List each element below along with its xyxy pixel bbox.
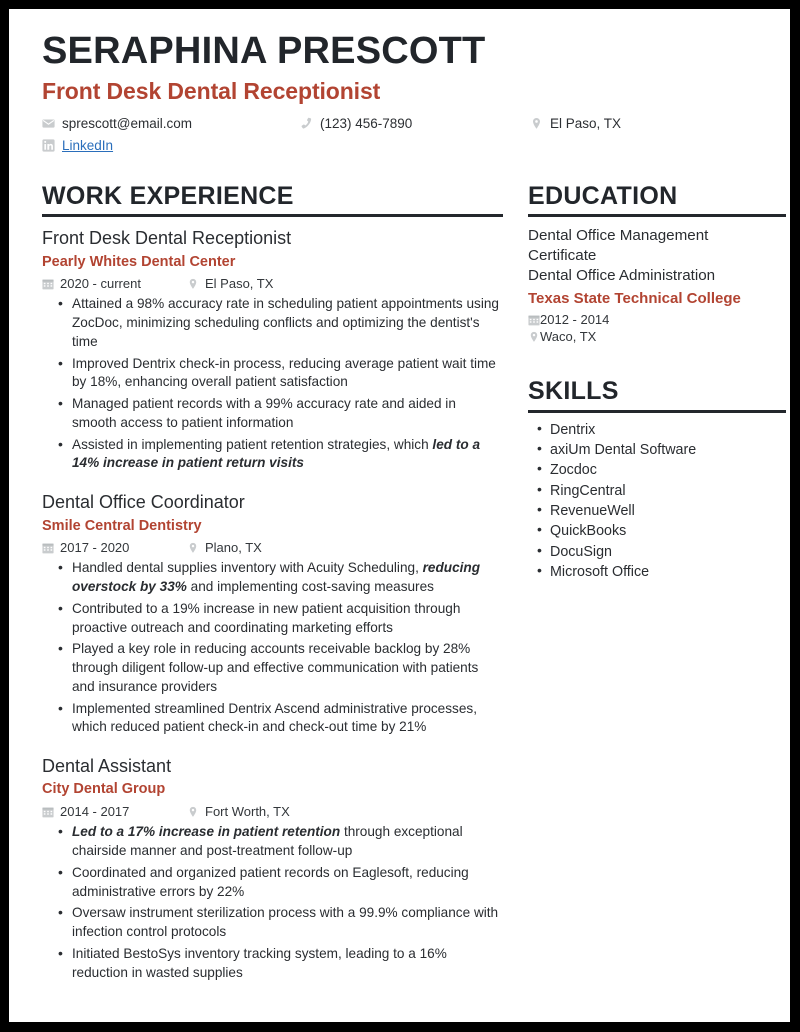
- contact-details: [42, 117, 766, 161]
- skill-item: • RingCentral: [550, 481, 786, 501]
- education-rule: [528, 214, 786, 217]
- contact-phone-text: (123) 456-7890: [320, 115, 413, 131]
- education-heading: EDUCATION: [528, 181, 678, 210]
- work-bullet: • Coordinated and organized patient records on Eaglesoft, reducing administrative errors by 22%: [72, 864, 503, 902]
- work-bullet: • Led to a 17% increase in patient retention through exceptional chairside manner and post-treatment follow-up: [72, 823, 503, 861]
- work-entry-dates-text: 2020 - current: [60, 276, 141, 292]
- work-entry-location-text: Plano, TX: [205, 540, 262, 556]
- work-bullet: • Handled dental supplies inventory with Acuity Scheduling, reducing overstock by 33% and implementing cost-saving measures: [72, 559, 503, 597]
- work-bullet: • Attained a 98% accuracy rate in scheduling patient appointments using ZocDoc, minimizing scheduling conflicts and optimizing the dentist's time: [72, 295, 503, 351]
- skills-rule: [528, 410, 786, 413]
- education-degree-line-2: Certificate: [528, 247, 597, 265]
- candidate-job-title: Front Desk Dental Receptionist: [42, 78, 381, 105]
- skill-item: • RevenueWell: [550, 501, 786, 521]
- work-bullet: • Managed patient records with a 99% accuracy rate and aided in smooth access to patient information: [72, 395, 503, 433]
- work-entry-dates: [42, 276, 187, 291]
- calendar-icon: [42, 542, 54, 554]
- education-dates-text: 2012 - 2014: [540, 312, 610, 328]
- skill-item: • QuickBooks: [550, 521, 786, 541]
- work-bullet: • Initiated BestoSys inventory tracking system, leading to a 16% reduction in wasted supplies: [72, 945, 503, 983]
- education-program: Dental Office Administration: [528, 266, 716, 284]
- work-entry-list: [42, 227, 503, 982]
- education-degree-line-1: Dental Office Management: [528, 227, 709, 245]
- location-pin-icon: [187, 806, 199, 818]
- location-pin-icon: [187, 278, 199, 290]
- education-entry: [528, 226, 786, 344]
- work-entry-location: [187, 804, 290, 819]
- work-entry-organization: City Dental Group: [42, 781, 166, 798]
- linkedin-icon: [42, 139, 55, 152]
- work-entry-dates: [42, 804, 187, 819]
- education-dates: [528, 312, 786, 327]
- location-pin-icon: [530, 117, 543, 130]
- resume-body: [33, 183, 766, 983]
- work-entry-title: Dental Assistant: [42, 756, 172, 777]
- work-bullet: • Improved Dentrix check-in process, reducing average patient wait time by 18%, enhancing overall patient satisfaction: [72, 355, 503, 393]
- skill-item: • Dentrix: [550, 420, 786, 440]
- location-pin-icon: [187, 542, 199, 554]
- work-entry-location: [187, 276, 273, 291]
- work-bullet-list: [42, 295, 503, 473]
- work-entry-organization: Pearly Whites Dental Center: [42, 253, 236, 270]
- skills-heading: SKILLS: [528, 377, 619, 406]
- work-entry-meta: [42, 804, 503, 819]
- section-skills: [528, 378, 786, 582]
- work-entry-dates: [42, 540, 187, 555]
- skill-item: • Zocdoc: [550, 460, 786, 480]
- education-meta: [528, 312, 786, 344]
- work-entry-meta: [42, 540, 503, 555]
- envelope-icon: [42, 117, 55, 130]
- contact-linkedin[interactable]: [42, 139, 300, 153]
- work-experience-heading: WORK EXPERIENCE: [42, 181, 294, 210]
- education-school: Texas State Technical College: [528, 289, 741, 307]
- work-bullet-list: [42, 823, 503, 982]
- contact-email-text: sprescott@email.com: [62, 115, 192, 131]
- skills-list: [528, 420, 786, 582]
- calendar-icon: [528, 314, 540, 326]
- resume-page: [9, 9, 790, 1022]
- work-bullet: • Implemented streamlined Dentrix Ascend administrative processes, which reduced patient check-in and check-out time by 21%: [72, 700, 503, 738]
- right-column: [528, 183, 786, 983]
- contact-location: [530, 117, 730, 131]
- work-entry-location: [187, 540, 262, 555]
- education-entry-list: [528, 226, 786, 344]
- work-entry-dates-text: 2017 - 2020: [60, 540, 130, 556]
- calendar-icon: [42, 278, 54, 290]
- work-bullet: • Played a key role in reducing accounts receivable backlog by 28% through diligent follow-up and effective communication with patients and insurance providers: [72, 640, 503, 696]
- contact-row-primary: [42, 117, 766, 139]
- education-location-text: Waco, TX: [540, 329, 597, 345]
- work-entry: [42, 227, 503, 473]
- contact-phone[interactable]: [300, 117, 530, 131]
- skill-item: • axiUm Dental Software: [550, 440, 786, 460]
- location-pin-icon: [528, 331, 540, 343]
- left-column: [42, 183, 503, 983]
- phone-icon: [300, 117, 313, 130]
- work-entry: [42, 491, 503, 737]
- contact-row-secondary: [42, 139, 766, 161]
- education-location: [528, 329, 786, 344]
- resume-header: [33, 31, 766, 161]
- work-entry-meta: [42, 276, 503, 291]
- work-entry-location-text: El Paso, TX: [205, 276, 274, 292]
- work-entry-location-text: Fort Worth, TX: [205, 804, 290, 820]
- calendar-icon: [42, 806, 54, 818]
- work-bullet: • Oversaw instrument sterilization process with a 99.9% compliance with infection control protocols: [72, 904, 503, 942]
- work-entry: [42, 755, 503, 982]
- work-bullet-list: [42, 559, 503, 737]
- contact-linkedin-text[interactable]: LinkedIn: [62, 137, 114, 153]
- work-bullet: • Contributed to a 19% increase in new patient acquisition through proactive outreach and coordinating marketing efforts: [72, 600, 503, 638]
- work-entry-dates-text: 2014 - 2017: [60, 804, 130, 820]
- work-entry-title: Front Desk Dental Receptionist: [42, 228, 292, 249]
- skill-item: • DocuSign: [550, 542, 786, 562]
- contact-location-text: El Paso, TX: [550, 115, 622, 131]
- column-gap: [503, 183, 528, 983]
- work-experience-rule: [42, 214, 503, 217]
- work-bullet: • Assisted in implementing patient retention strategies, which led to a 14% increase in patient return visits: [72, 436, 503, 474]
- candidate-name: SERAPHINA PRESCOTT: [42, 30, 486, 72]
- contact-email[interactable]: [42, 117, 300, 131]
- skill-item: • Microsoft Office: [550, 562, 786, 582]
- section-work-experience: [42, 183, 503, 983]
- work-entry-organization: Smile Central Dentistry: [42, 517, 202, 534]
- section-education: [528, 183, 786, 345]
- work-entry-title: Dental Office Coordinator: [42, 492, 245, 513]
